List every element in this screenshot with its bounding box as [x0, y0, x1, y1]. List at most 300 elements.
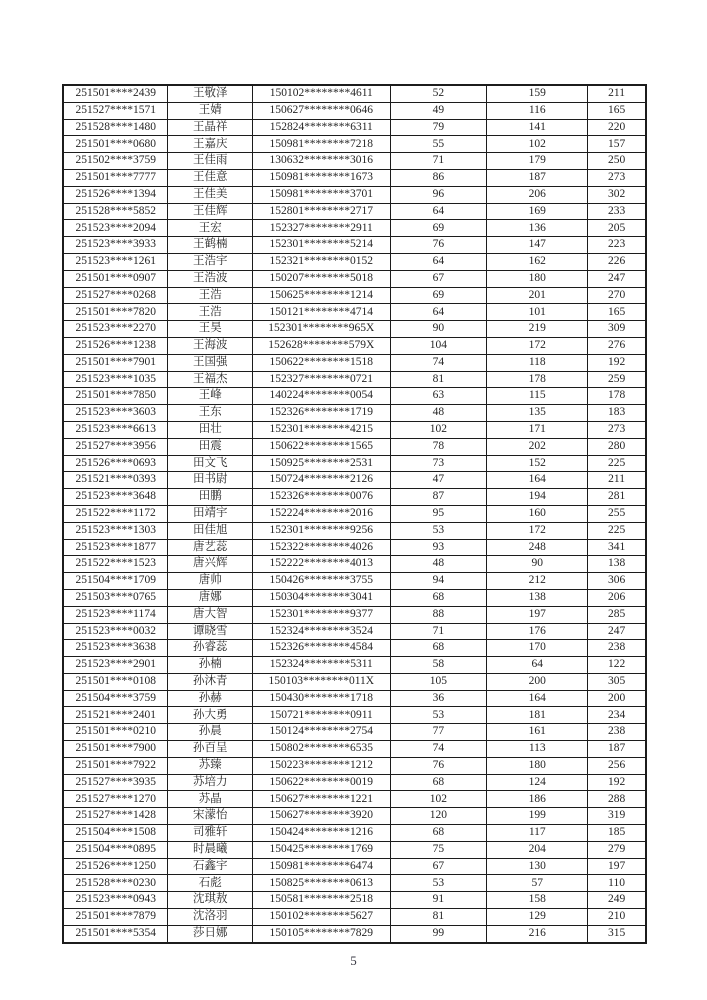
table-row [63, 556, 646, 573]
id-number-cell: 150581********2518 [252, 892, 390, 909]
score-2-cell: 162 [487, 253, 588, 270]
table-row [63, 489, 646, 506]
registration-number-cell: 251504****0895 [63, 841, 168, 858]
total-score-cell: 280 [588, 438, 646, 455]
candidate-name-cell: 王东 [168, 405, 253, 422]
score-2-cell: 124 [487, 774, 588, 791]
score-2-cell: 170 [487, 640, 588, 657]
candidate-name-cell: 孙睿蕊 [168, 640, 253, 657]
table-row [63, 841, 646, 858]
table-row [63, 421, 646, 438]
table-row [63, 237, 646, 254]
id-number-cell: 150627********3920 [252, 808, 390, 825]
id-number-cell: 150121********4714 [252, 304, 390, 321]
score-1-cell: 81 [390, 909, 487, 926]
table-row [63, 102, 646, 119]
id-number-cell: 150622********0019 [252, 774, 390, 791]
table-row [63, 253, 646, 270]
candidate-name-cell: 王佳美 [168, 186, 253, 203]
registration-number-cell: 251527****0268 [63, 287, 168, 304]
total-score-cell: 279 [588, 841, 646, 858]
candidate-name-cell: 王昊 [168, 321, 253, 338]
table-row [63, 220, 646, 237]
score-2-cell: 164 [487, 472, 588, 489]
total-score-cell: 270 [588, 287, 646, 304]
candidate-name-cell: 田靖宇 [168, 505, 253, 522]
registration-number-cell: 251523****3603 [63, 405, 168, 422]
table-row [63, 472, 646, 489]
id-number-cell: 152224********2016 [252, 505, 390, 522]
candidate-name-cell: 王福杰 [168, 371, 253, 388]
score-1-cell: 67 [390, 270, 487, 287]
score-2-cell: 199 [487, 808, 588, 825]
score-2-cell: 158 [487, 892, 588, 909]
score-1-cell: 49 [390, 102, 487, 119]
score-1-cell: 73 [390, 455, 487, 472]
total-score-cell: 276 [588, 337, 646, 354]
table-row [63, 690, 646, 707]
id-number-cell: 152322********4026 [252, 539, 390, 556]
id-number-cell: 150825********0613 [252, 875, 390, 892]
id-number-cell: 152222********4013 [252, 556, 390, 573]
registration-number-cell: 251528****5852 [63, 203, 168, 220]
score-1-cell: 87 [390, 489, 487, 506]
registration-number-cell: 251523****1174 [63, 606, 168, 623]
score-1-cell: 64 [390, 253, 487, 270]
id-number-cell: 150925********2531 [252, 455, 390, 472]
score-2-cell: 164 [487, 690, 588, 707]
table-row [63, 522, 646, 539]
score-2-cell: 180 [487, 270, 588, 287]
total-score-cell: 234 [588, 707, 646, 724]
id-number-cell: 150124********2754 [252, 724, 390, 741]
total-score-cell: 225 [588, 522, 646, 539]
table-row [63, 589, 646, 606]
candidate-name-cell: 司雅轩 [168, 825, 253, 842]
total-score-cell: 220 [588, 119, 646, 136]
score-1-cell: 53 [390, 522, 487, 539]
candidate-name-cell: 唐帅 [168, 573, 253, 590]
score-1-cell: 99 [390, 925, 487, 942]
registration-number-cell: 251527****3956 [63, 438, 168, 455]
score-1-cell: 68 [390, 825, 487, 842]
score-1-cell: 47 [390, 472, 487, 489]
id-number-cell: 150627********0646 [252, 102, 390, 119]
id-number-cell: 152326********0076 [252, 489, 390, 506]
total-score-cell: 249 [588, 892, 646, 909]
total-score-cell: 306 [588, 573, 646, 590]
registration-number-cell: 251502****3759 [63, 153, 168, 170]
score-2-cell: 200 [487, 673, 588, 690]
total-score-cell: 185 [588, 825, 646, 842]
table-row [63, 892, 646, 909]
candidate-name-cell: 石鑫宇 [168, 858, 253, 875]
id-number-cell: 152301********9377 [252, 606, 390, 623]
candidate-name-cell: 宋濛怡 [168, 808, 253, 825]
id-number-cell: 150207********5018 [252, 270, 390, 287]
score-1-cell: 81 [390, 371, 487, 388]
id-number-cell: 152301********965X [252, 321, 390, 338]
score-1-cell: 75 [390, 841, 487, 858]
registration-number-cell: 251503****0765 [63, 589, 168, 606]
score-2-cell: 115 [487, 388, 588, 405]
table-row [63, 774, 646, 791]
score-1-cell: 102 [390, 421, 487, 438]
table-row [63, 573, 646, 590]
candidate-name-cell: 王宏 [168, 220, 253, 237]
candidate-name-cell: 孙赫 [168, 690, 253, 707]
candidate-name-cell: 苏臻 [168, 757, 253, 774]
table-row [63, 388, 646, 405]
total-score-cell: 233 [588, 203, 646, 220]
candidate-name-cell: 苏晶 [168, 791, 253, 808]
id-number-cell: 150981********3701 [252, 186, 390, 203]
score-2-cell: 113 [487, 741, 588, 758]
table-row [63, 153, 646, 170]
id-number-cell: 150304********3041 [252, 589, 390, 606]
candidate-name-cell: 王晶祥 [168, 119, 253, 136]
id-number-cell: 140224********0054 [252, 388, 390, 405]
id-number-cell: 152324********3524 [252, 623, 390, 640]
candidate-name-cell: 田壮 [168, 421, 253, 438]
id-number-cell: 150426********3755 [252, 573, 390, 590]
total-score-cell: 288 [588, 791, 646, 808]
registration-number-cell: 251523****1035 [63, 371, 168, 388]
registration-number-cell: 251521****0393 [63, 472, 168, 489]
table-row [63, 657, 646, 674]
score-2-cell: 118 [487, 354, 588, 371]
score-1-cell: 93 [390, 539, 487, 556]
total-score-cell: 178 [588, 388, 646, 405]
candidate-name-cell: 沈琪敖 [168, 892, 253, 909]
total-score-cell: 255 [588, 505, 646, 522]
score-2-cell: 219 [487, 321, 588, 338]
score-1-cell: 94 [390, 573, 487, 590]
score-1-cell: 74 [390, 741, 487, 758]
total-score-cell: 165 [588, 102, 646, 119]
id-number-cell: 150103********011X [252, 673, 390, 690]
score-2-cell: 160 [487, 505, 588, 522]
score-2-cell: 159 [487, 85, 588, 102]
id-number-cell: 150102********5627 [252, 909, 390, 926]
registration-number-cell: 251523****6613 [63, 421, 168, 438]
table-row [63, 623, 646, 640]
table-row [63, 85, 646, 102]
score-2-cell: 201 [487, 287, 588, 304]
registration-number-cell: 251523****3648 [63, 489, 168, 506]
candidate-name-cell: 王佳意 [168, 169, 253, 186]
registration-number-cell: 251501****2439 [63, 85, 168, 102]
id-number-cell: 150622********1518 [252, 354, 390, 371]
score-2-cell: 147 [487, 237, 588, 254]
score-1-cell: 48 [390, 405, 487, 422]
id-number-cell: 150724********2126 [252, 472, 390, 489]
registration-number-cell: 251523****3933 [63, 237, 168, 254]
table-row [63, 438, 646, 455]
score-1-cell: 64 [390, 203, 487, 220]
candidate-name-cell: 孙沐青 [168, 673, 253, 690]
score-1-cell: 76 [390, 237, 487, 254]
candidate-name-cell: 唐娜 [168, 589, 253, 606]
table-row [63, 337, 646, 354]
score-2-cell: 204 [487, 841, 588, 858]
total-score-cell: 192 [588, 354, 646, 371]
score-1-cell: 74 [390, 354, 487, 371]
score-1-cell: 79 [390, 119, 487, 136]
registration-number-cell: 251501****7922 [63, 757, 168, 774]
registration-number-cell: 251523****2270 [63, 321, 168, 338]
candidate-name-cell: 王敬泽 [168, 85, 253, 102]
score-1-cell: 120 [390, 808, 487, 825]
candidate-name-cell: 王婧 [168, 102, 253, 119]
score-2-cell: 172 [487, 337, 588, 354]
table-row [63, 724, 646, 741]
table-row [63, 169, 646, 186]
candidate-name-cell: 孙楠 [168, 657, 253, 674]
score-1-cell: 86 [390, 169, 487, 186]
id-number-cell: 150622********1565 [252, 438, 390, 455]
total-score-cell: 250 [588, 153, 646, 170]
id-number-cell: 152324********5311 [252, 657, 390, 674]
total-score-cell: 223 [588, 237, 646, 254]
total-score-cell: 226 [588, 253, 646, 270]
registration-number-cell: 251527****3935 [63, 774, 168, 791]
table-row [63, 354, 646, 371]
table-row [63, 875, 646, 892]
total-score-cell: 183 [588, 405, 646, 422]
score-1-cell: 53 [390, 707, 487, 724]
total-score-cell: 138 [588, 556, 646, 573]
score-2-cell: 197 [487, 606, 588, 623]
score-1-cell: 67 [390, 858, 487, 875]
score-2-cell: 181 [487, 707, 588, 724]
score-2-cell: 116 [487, 102, 588, 119]
score-2-cell: 212 [487, 573, 588, 590]
table-row [63, 640, 646, 657]
id-number-cell: 150721********0911 [252, 707, 390, 724]
id-number-cell: 150627********1221 [252, 791, 390, 808]
candidate-name-cell: 唐大智 [168, 606, 253, 623]
candidate-name-cell: 苏培力 [168, 774, 253, 791]
table-row [63, 808, 646, 825]
id-number-cell: 150102********4611 [252, 85, 390, 102]
score-1-cell: 69 [390, 220, 487, 237]
score-1-cell: 64 [390, 304, 487, 321]
score-2-cell: 57 [487, 875, 588, 892]
id-number-cell: 152301********5214 [252, 237, 390, 254]
score-2-cell: 101 [487, 304, 588, 321]
candidate-name-cell: 唐艺蕊 [168, 539, 253, 556]
score-1-cell: 78 [390, 438, 487, 455]
registration-number-cell: 251501****7777 [63, 169, 168, 186]
total-score-cell: 259 [588, 371, 646, 388]
id-number-cell: 150981********7218 [252, 136, 390, 153]
score-2-cell: 172 [487, 522, 588, 539]
table-row [63, 539, 646, 556]
total-score-cell: 110 [588, 875, 646, 892]
table-row [63, 925, 646, 942]
score-1-cell: 48 [390, 556, 487, 573]
score-2-cell: 202 [487, 438, 588, 455]
total-score-cell: 225 [588, 455, 646, 472]
score-1-cell: 55 [390, 136, 487, 153]
id-number-cell: 150425********1769 [252, 841, 390, 858]
candidate-name-cell: 王浩波 [168, 270, 253, 287]
candidate-name-cell: 王佳辉 [168, 203, 253, 220]
score-2-cell: 206 [487, 186, 588, 203]
total-score-cell: 305 [588, 673, 646, 690]
candidate-name-cell: 孙大勇 [168, 707, 253, 724]
score-2-cell: 117 [487, 825, 588, 842]
registration-number-cell: 251527****1428 [63, 808, 168, 825]
total-score-cell: 211 [588, 85, 646, 102]
id-number-cell: 150223********1212 [252, 757, 390, 774]
registration-number-cell: 251523****2901 [63, 657, 168, 674]
table-row [63, 186, 646, 203]
registration-number-cell: 251523****3638 [63, 640, 168, 657]
score-2-cell: 136 [487, 220, 588, 237]
id-number-cell: 152628********579X [252, 337, 390, 354]
total-score-cell: 122 [588, 657, 646, 674]
id-number-cell: 152327********2911 [252, 220, 390, 237]
table-row [63, 673, 646, 690]
score-table [62, 84, 647, 944]
score-1-cell: 88 [390, 606, 487, 623]
total-score-cell: 197 [588, 858, 646, 875]
table-row [63, 270, 646, 287]
registration-number-cell: 251501****0680 [63, 136, 168, 153]
registration-number-cell: 251526****0693 [63, 455, 168, 472]
registration-number-cell: 251522****1523 [63, 556, 168, 573]
candidate-name-cell: 王国强 [168, 354, 253, 371]
candidate-name-cell: 石彪 [168, 875, 253, 892]
id-number-cell: 152327********0721 [252, 371, 390, 388]
registration-number-cell: 251501****7820 [63, 304, 168, 321]
id-number-cell: 130632********3016 [252, 153, 390, 170]
score-2-cell: 248 [487, 539, 588, 556]
total-score-cell: 247 [588, 623, 646, 640]
registration-number-cell: 251501****7900 [63, 741, 168, 758]
candidate-name-cell: 王浩 [168, 304, 253, 321]
candidate-name-cell: 王峰 [168, 388, 253, 405]
total-score-cell: 157 [588, 136, 646, 153]
score-1-cell: 96 [390, 186, 487, 203]
id-number-cell: 152301********9256 [252, 522, 390, 539]
registration-number-cell: 251523****2094 [63, 220, 168, 237]
total-score-cell: 211 [588, 472, 646, 489]
score-2-cell: 64 [487, 657, 588, 674]
score-2-cell: 138 [487, 589, 588, 606]
score-2-cell: 171 [487, 421, 588, 438]
registration-number-cell: 251523****0943 [63, 892, 168, 909]
id-number-cell: 152801********2717 [252, 203, 390, 220]
score-1-cell: 52 [390, 85, 487, 102]
candidate-name-cell: 王佳雨 [168, 153, 253, 170]
table-row [63, 909, 646, 926]
registration-number-cell: 251521****2401 [63, 707, 168, 724]
table-row [63, 606, 646, 623]
id-number-cell: 152824********6311 [252, 119, 390, 136]
registration-number-cell: 251501****7850 [63, 388, 168, 405]
candidate-name-cell: 王海波 [168, 337, 253, 354]
id-number-cell: 152326********4584 [252, 640, 390, 657]
score-2-cell: 102 [487, 136, 588, 153]
total-score-cell: 319 [588, 808, 646, 825]
score-2-cell: 180 [487, 757, 588, 774]
table-row [63, 119, 646, 136]
total-score-cell: 273 [588, 169, 646, 186]
candidate-name-cell: 谭晓雪 [168, 623, 253, 640]
total-score-cell: 205 [588, 220, 646, 237]
total-score-cell: 238 [588, 724, 646, 741]
candidate-name-cell: 唐兴辉 [168, 556, 253, 573]
score-2-cell: 161 [487, 724, 588, 741]
total-score-cell: 256 [588, 757, 646, 774]
registration-number-cell: 251522****1172 [63, 505, 168, 522]
registration-number-cell: 251504****1709 [63, 573, 168, 590]
total-score-cell: 273 [588, 421, 646, 438]
candidate-name-cell: 田文飞 [168, 455, 253, 472]
registration-number-cell: 251528****1480 [63, 119, 168, 136]
score-2-cell: 152 [487, 455, 588, 472]
candidate-name-cell: 王鹤楠 [168, 237, 253, 254]
id-number-cell: 150625********1214 [252, 287, 390, 304]
registration-number-cell: 251527****1270 [63, 791, 168, 808]
table-row [63, 304, 646, 321]
score-2-cell: 141 [487, 119, 588, 136]
registration-number-cell: 251528****0230 [63, 875, 168, 892]
score-1-cell: 69 [390, 287, 487, 304]
registration-number-cell: 251504****1508 [63, 825, 168, 842]
id-number-cell: 150981********6474 [252, 858, 390, 875]
registration-number-cell: 251504****3759 [63, 690, 168, 707]
total-score-cell: 341 [588, 539, 646, 556]
score-2-cell: 176 [487, 623, 588, 640]
id-number-cell: 152321********0152 [252, 253, 390, 270]
id-number-cell: 152326********1719 [252, 405, 390, 422]
score-1-cell: 77 [390, 724, 487, 741]
candidate-name-cell: 孙晨 [168, 724, 253, 741]
registration-number-cell: 251523****1261 [63, 253, 168, 270]
registration-number-cell: 251501****0210 [63, 724, 168, 741]
id-number-cell: 150981********1673 [252, 169, 390, 186]
score-1-cell: 68 [390, 589, 487, 606]
score-1-cell: 68 [390, 774, 487, 791]
candidate-name-cell: 时晨曦 [168, 841, 253, 858]
candidate-name-cell: 王浩 [168, 287, 253, 304]
score-2-cell: 187 [487, 169, 588, 186]
table-row [63, 405, 646, 422]
table-row [63, 757, 646, 774]
table-row [63, 858, 646, 875]
score-2-cell: 129 [487, 909, 588, 926]
score-table-body [63, 85, 646, 943]
candidate-name-cell: 沈洛羽 [168, 909, 253, 926]
score-2-cell: 130 [487, 858, 588, 875]
score-2-cell: 169 [487, 203, 588, 220]
registration-number-cell: 251501****5354 [63, 925, 168, 942]
score-1-cell: 104 [390, 337, 487, 354]
table-row [63, 505, 646, 522]
score-1-cell: 95 [390, 505, 487, 522]
id-number-cell: 152301********4215 [252, 421, 390, 438]
score-1-cell: 53 [390, 875, 487, 892]
total-score-cell: 206 [588, 589, 646, 606]
registration-number-cell: 251523****1303 [63, 522, 168, 539]
total-score-cell: 315 [588, 925, 646, 942]
registration-number-cell: 251527****1571 [63, 102, 168, 119]
score-2-cell: 186 [487, 791, 588, 808]
